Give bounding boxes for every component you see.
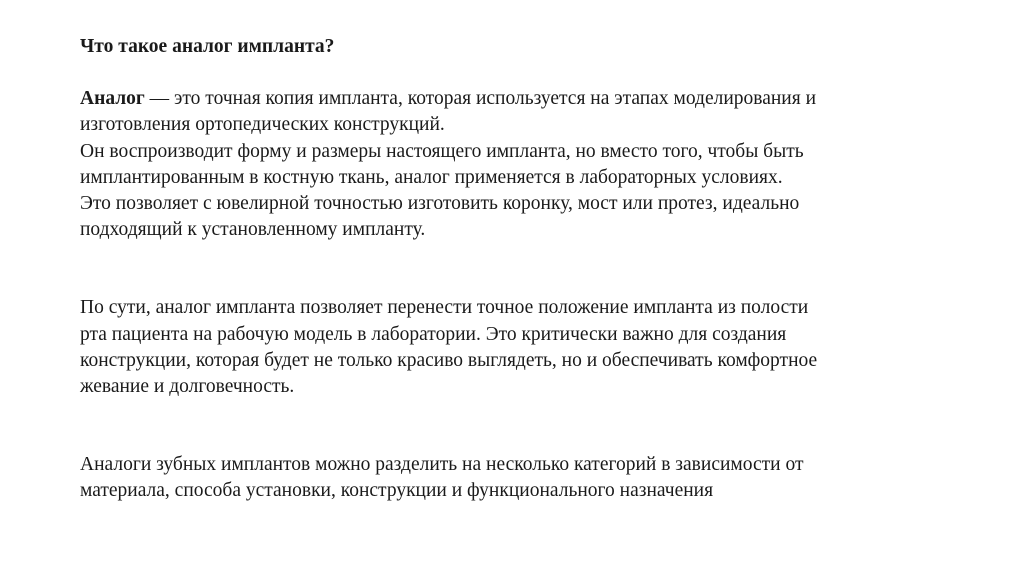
definition-line-4: имплантированным в костную ткань, аналог применяется в лабораторных условиях. (80, 166, 783, 188)
definition-line-2: изготовления ортопедических конструкций. (80, 114, 445, 136)
spacer (80, 400, 960, 452)
essence-line-2: рта пациента на рабочую модель в лаборатории. Это критически важно для создания (80, 323, 787, 345)
definition-line-6: подходящий к установленному импланту. (80, 219, 426, 241)
definition-lead: — это точная копия импланта, которая используется на этапах моделирования и (144, 88, 817, 110)
categories-line-2: материала, способа установки, конструкции и функционального назначения (80, 480, 714, 502)
essence-paragraph (80, 295, 960, 400)
spacer (80, 60, 960, 86)
definition-line-1 (80, 86, 960, 112)
slide-content (80, 34, 960, 505)
slide-title: Что такое аналог импланта? (80, 36, 335, 57)
definition-line-5: Это позволяет с ювелирной точностью изготовить коронку, мост или протез, идеально (80, 193, 800, 215)
categories-paragraph (80, 452, 960, 504)
definition-term: Аналог (80, 88, 145, 110)
spacer (80, 243, 960, 295)
essence-line-3: конструкции, которая будет не только красиво выглядеть, но и обеспечивать комфортное (80, 349, 818, 371)
definition-paragraph (80, 86, 960, 243)
essence-line-1: По сути, аналог импланта позволяет перенести точное положение импланта из полости (80, 297, 809, 319)
categories-line-1: Аналоги зубных имплантов можно разделить на несколько категорий в зависимости от (80, 454, 804, 476)
definition-line-3: Он воспроизводит форму и размеры настоящего импланта, но вместо того, чтобы быть (80, 140, 804, 162)
essence-line-4: жевание и долговечность. (80, 376, 295, 398)
